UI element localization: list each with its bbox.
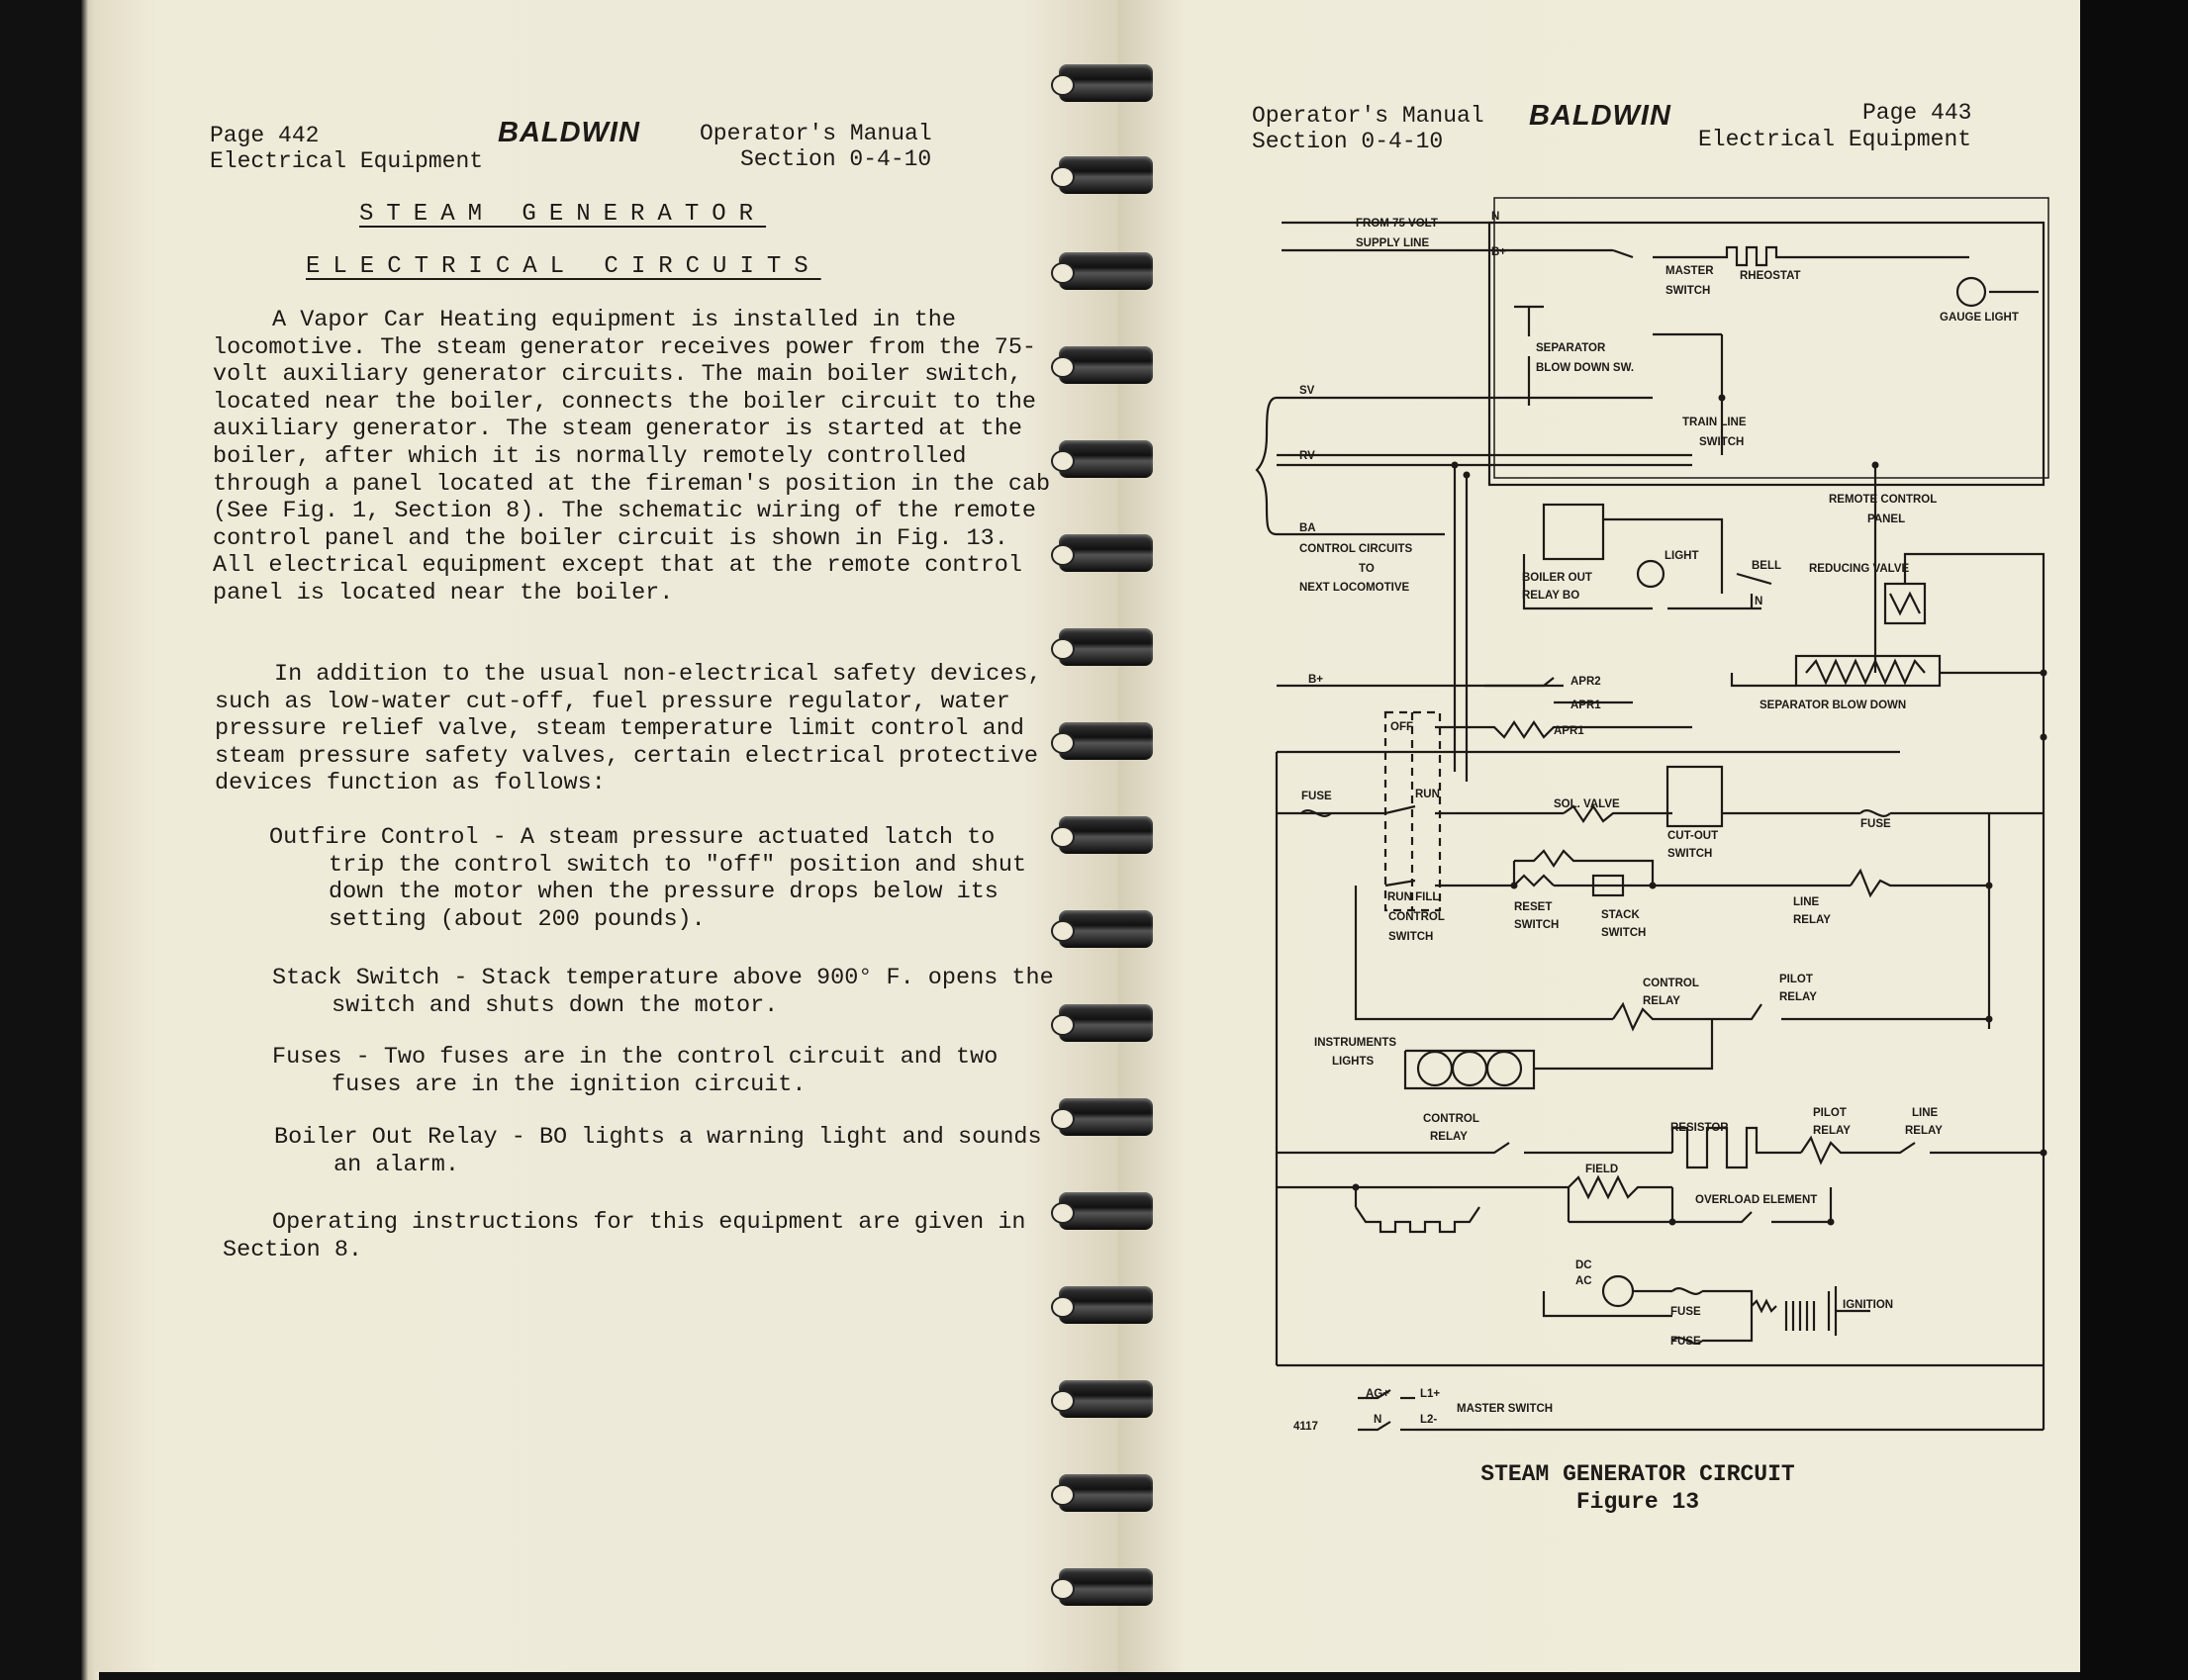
diagram-label: RHEOSTAT: [1740, 270, 1801, 282]
diagram-label: FUSE: [1301, 791, 1332, 802]
section-number: Section 0-4-10: [740, 146, 932, 172]
diagram-label: RUN FILL: [1387, 891, 1440, 903]
figure-number: Figure 13: [1575, 1489, 1700, 1515]
diagram-label: FROM 75 VOLT: [1356, 218, 1438, 230]
left-page: [94, 0, 1123, 1672]
diagram-label: NEXT LOCOMOTIVE: [1299, 582, 1410, 594]
diagram-label: RELAY: [1643, 995, 1680, 1007]
figure-caption: STEAM GENERATOR CIRCUIT: [1480, 1461, 1795, 1487]
diagram-label: BA: [1299, 522, 1316, 534]
diagram-label: LIGHT: [1665, 550, 1699, 562]
diagram-label: SWITCH: [1601, 927, 1647, 939]
section-number: Section 0-4-10: [1252, 129, 1444, 154]
diagram-label: B+: [1308, 674, 1324, 686]
page-number: Page 442: [210, 123, 320, 148]
diagram-label: REMOTE CONTROL: [1829, 494, 1938, 506]
brand-logo: BALDWIN: [1529, 100, 1671, 132]
diagram-label: LIGHTS: [1332, 1056, 1375, 1068]
diagram-label: SV: [1299, 385, 1315, 397]
steam-generator-circuit-diagram: [1118, 0, 2080, 1672]
diagram-label: CONTROL: [1388, 911, 1445, 923]
diagram-label: FUSE: [1860, 818, 1891, 830]
diagram-label: RELAY: [1905, 1125, 1943, 1137]
manual-name: Operator's Manual: [1252, 103, 1484, 129]
diagram-label: LINE: [1793, 896, 1820, 908]
diagram-label: LINE: [1912, 1107, 1939, 1119]
diagram-label: SWITCH: [1665, 285, 1711, 297]
diagram-label: BOILER OUT: [1522, 572, 1592, 584]
right-page: [1118, 0, 2080, 1672]
diagram-label: REDUCING VALVE: [1809, 563, 1910, 575]
diagram-label: RELAY: [1779, 991, 1817, 1003]
paragraph-operating: Operating instructions for this equipment are given in Section 8.: [223, 1209, 1026, 1263]
diagram-label: PANEL: [1867, 513, 1906, 525]
background-edge: [2080, 0, 2188, 1680]
diagram-label: N: [1374, 1414, 1382, 1426]
manual-name: Operator's Manual: [700, 121, 932, 146]
diagram-label: CUT-OUT: [1667, 830, 1719, 842]
diagram-label: OVERLOAD ELEMENT: [1695, 1194, 1818, 1206]
diagram-label: L1+: [1420, 1388, 1441, 1400]
title-steam-generator: STEAM GENERATOR: [359, 201, 767, 228]
diagram-label: INSTRUMENTS: [1314, 1037, 1397, 1049]
diagram-label: RELAY BO: [1522, 590, 1580, 602]
diagram-label: IGNITION: [1843, 1299, 1894, 1311]
paragraph-intro: A Vapor Car Heating equipment is installed in the locomotive. The steam generator receives power from the 75-volt auxiliary generator circuits. The main boiler switch, located near the boiler, connects the boiler circuit to the auxiliary generator. The steam generator is started at the boiler, after which it is normally remotely controlled through a panel located at the fireman's position in the cab (See Fig. 1, Section 8). The schematic wiring of the remote control panel and the boiler circuit is shown in Fig. 13. All electrical equipment except that at the remote control panel is located near the boiler.: [213, 307, 1051, 607]
diagram-label: FUSE: [1670, 1336, 1701, 1348]
diagram-label: RUN: [1415, 789, 1440, 800]
diagram-label: N: [1755, 596, 1763, 607]
diagram-label: BLOW DOWN SW.: [1536, 362, 1635, 374]
diagram-label: AC: [1575, 1275, 1592, 1287]
item-boiler-out-relay: Boiler Out Relay - BO lights a warning light and sounds an alarm.: [274, 1124, 1042, 1178]
diagram-label: B+: [1491, 246, 1507, 258]
diagram-label: RELAY: [1793, 914, 1831, 926]
diagram-label: MASTER SWITCH: [1457, 1403, 1554, 1415]
diagram-label: RELAY: [1430, 1131, 1468, 1143]
diagram-label: PILOT: [1813, 1107, 1847, 1119]
diagram-label: GAUGE LIGHT: [1940, 312, 2019, 324]
diagram-label: SUPPLY LINE: [1356, 237, 1430, 249]
diagram-label: SEPARATOR BLOW DOWN: [1760, 700, 1907, 711]
diagram-label: PILOT: [1779, 974, 1813, 985]
section-name: Electrical Equipment: [210, 148, 484, 174]
diagram-label: APR1: [1554, 725, 1584, 737]
diagram-label: RV: [1299, 450, 1315, 462]
diagram-label: DC: [1575, 1260, 1592, 1271]
diagram-label: SWITCH: [1388, 931, 1434, 943]
diagram-label: APR1: [1570, 700, 1601, 711]
diagram-label: TRAIN LINE: [1682, 417, 1747, 428]
diagram-label: 4117: [1293, 1421, 1318, 1433]
diagram-label: SWITCH: [1667, 848, 1713, 860]
diagram-label: SWITCH: [1699, 436, 1745, 448]
item-stack-switch: Stack Switch - Stack temperature above 900° F. opens the switch and shuts down the motor.: [272, 965, 1054, 1019]
brand-logo: BALDWIN: [498, 117, 640, 148]
page-number: Page 443: [1862, 100, 1972, 126]
paragraph-safety: In addition to the usual non-electrical safety devices, such as low-water cut-off, fuel pressure regulator, water pressure relief valve, steam temperature limit control and steam pressure safety valves, certain electrical protective devices function as follows:: [215, 661, 1042, 797]
diagram-label: FIELD: [1585, 1164, 1619, 1175]
diagram-label: CONTROL: [1423, 1113, 1479, 1125]
diagram-label: RESET: [1514, 901, 1553, 913]
diagram-label: FUSE: [1670, 1306, 1701, 1318]
diagram-label: OFF: [1390, 721, 1413, 733]
diagram-label: AG+: [1366, 1388, 1389, 1400]
diagram-label: MASTER: [1665, 265, 1714, 277]
diagram-label: N: [1491, 211, 1500, 223]
title-electrical-circuits: ELECTRICAL CIRCUITS: [306, 253, 821, 280]
diagram-label: L2-: [1420, 1414, 1438, 1426]
diagram-label: CONTROL: [1643, 978, 1699, 989]
diagram-label: CONTROL CIRCUITS: [1299, 543, 1413, 555]
diagram-label: RESISTOR: [1670, 1122, 1729, 1134]
diagram-label: STACK: [1601, 909, 1640, 921]
item-fuses: Fuses - Two fuses are in the control circuit and two fuses are in the ignition circuit.: [272, 1044, 999, 1098]
diagram-label: SOL. VALVE: [1554, 798, 1620, 810]
diagram-label: TO: [1359, 563, 1375, 575]
diagram-label: RELAY: [1813, 1125, 1851, 1137]
diagram-label: BELL: [1752, 560, 1782, 572]
diagram-label: APR2: [1570, 676, 1601, 688]
item-outfire-control: Outfire Control - A steam pressure actuated latch to trip the control switch to "off" position and shut down the motor when the pressure drops below its setting (about 200 pounds).: [269, 824, 1027, 933]
section-name: Electrical Equipment: [1698, 127, 1972, 152]
diagram-label: SWITCH: [1514, 919, 1560, 931]
diagram-label: SEPARATOR: [1536, 342, 1606, 354]
